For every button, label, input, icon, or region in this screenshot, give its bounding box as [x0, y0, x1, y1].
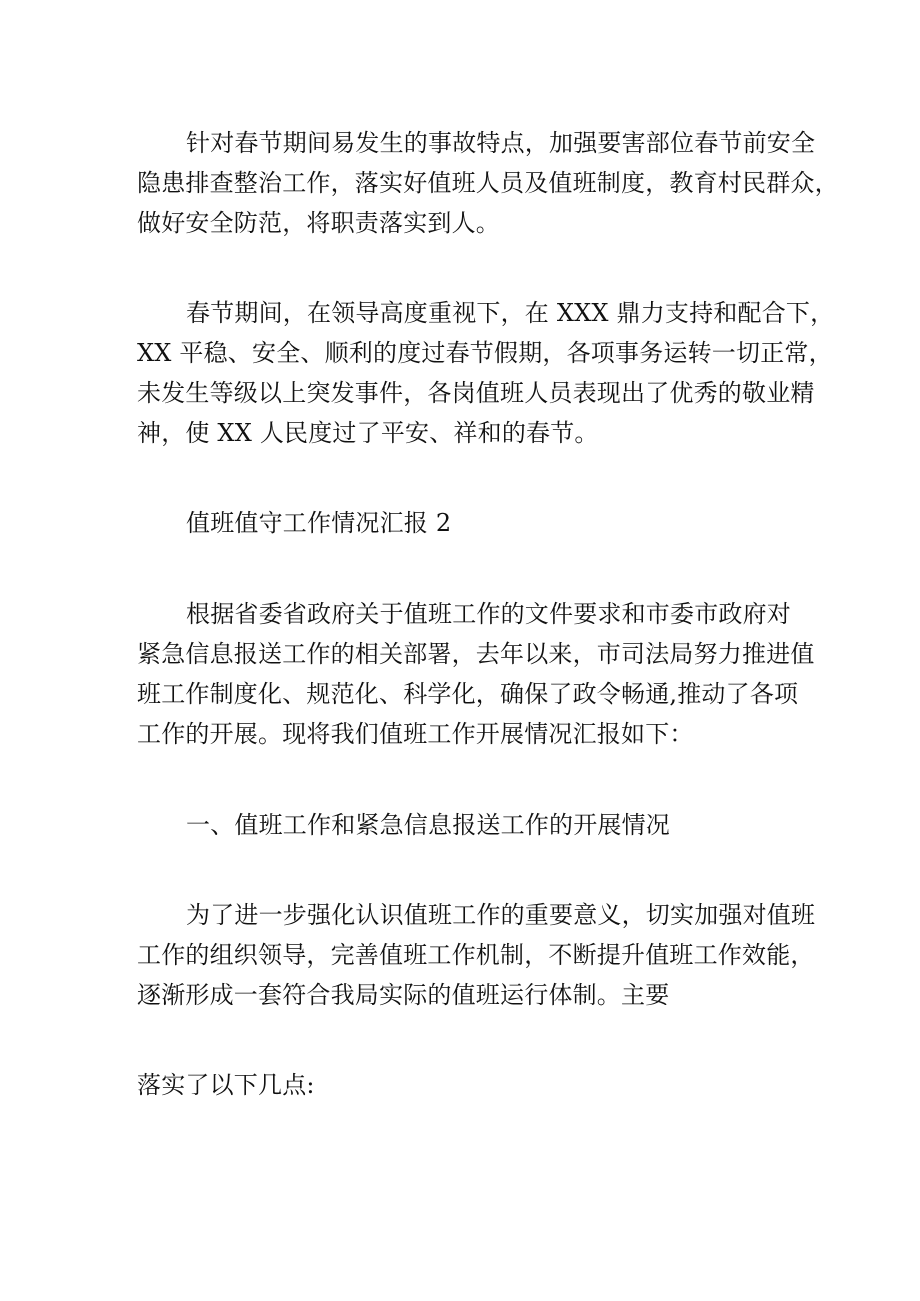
paragraph-3-line-1: 根据省委省政府关于值班工作的文件要求和市委市政府对 — [186, 600, 791, 628]
paragraph-4-line-1: 为了进一步强化认识值班工作的重要意义，切实加强对值班 — [186, 901, 816, 929]
section-heading-duty-work: 一、值班工作和紧急信息报送工作的开展情况 — [186, 811, 670, 839]
paragraph-5-line-1: 落实了以下几点: — [137, 1071, 315, 1099]
paragraph-1-line-3: 做好安全防范，将职责落实到人。 — [137, 209, 500, 237]
paragraph-2-line-3: 未发生等级以上突发事件，各岗值班人员表现出了优秀的敬业精 — [137, 379, 815, 407]
paragraph-2-line-4: 神，使 XX 人民度过了平安、祥和的春节。 — [137, 419, 599, 447]
paragraph-1-line-2: 隐患排查整治工作，落实好值班人员及值班制度，教育村民群众， — [137, 169, 839, 197]
paragraph-3-line-3: 班工作制度化、规范化、科学化，确保了政令畅通,推动了各项 — [137, 680, 799, 708]
paragraph-3-line-4: 工作的开展。现将我们值班工作开展情况汇报如下： — [137, 720, 694, 748]
paragraph-1-line-1: 针对春节期间易发生的事故特点，加强要害部位春节前安全 — [186, 129, 816, 157]
paragraph-3-line-2: 紧急信息报送工作的相关部署，去年以来，市司法局努力推进值 — [137, 640, 815, 668]
paragraph-2-line-1: 春节期间，在领导高度重视下，在 XXX 鼎力支持和配合下， — [186, 299, 835, 327]
paragraph-4-line-2: 工作的组织领导，完善值班工作机制，不断提升值班工作效能， — [137, 941, 815, 969]
paragraph-4-line-3: 逐渐形成一套符合我局实际的值班运行体制。主要 — [137, 981, 670, 1009]
section-heading-report-2: 值班值守工作情况汇报 2 — [186, 509, 452, 537]
paragraph-2-line-2: XX 平稳、安全、顺利的度过春节假期，各项事务运转一切正常， — [137, 339, 833, 367]
